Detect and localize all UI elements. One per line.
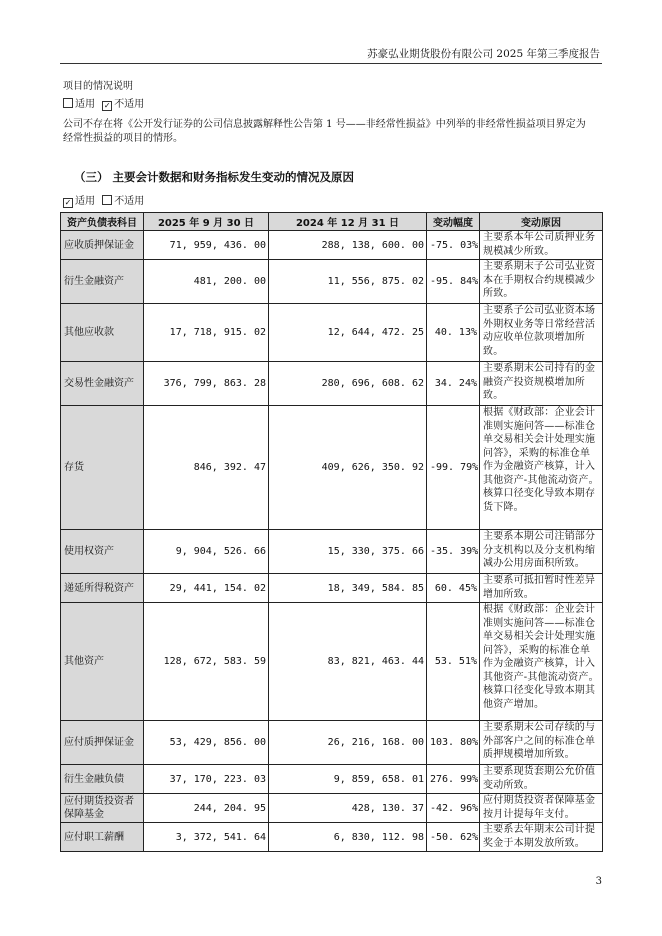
- row-reason: 主要系期末公司存续的与外部客户之间的标准仓单质押规模增加所致。: [480, 721, 603, 765]
- row-change: -99. 79%: [427, 406, 480, 530]
- row-value-2024: 15, 330, 375. 66: [269, 530, 427, 574]
- not-applicable-label: 不适用: [114, 99, 145, 110]
- row-reason: 主要系现货套期公允价值变动所致。: [480, 765, 603, 794]
- row-item: 应付期货投资者保障基金: [61, 794, 144, 823]
- row-reason: 主要系期末子公司弘业资本在手期权合约规模减少所致。: [480, 260, 603, 304]
- not-applicable-checkbox-checked[interactable]: ✓: [103, 101, 111, 110]
- balance-sheet-changes-table: [60, 212, 603, 852]
- table-row: [61, 574, 603, 603]
- table-row: [61, 304, 603, 362]
- row-value-2024: 12, 644, 472. 25: [269, 304, 427, 362]
- header-2025-09-30: 2025 年 9 月 30 日: [144, 213, 269, 231]
- row-item: 应收质押保证金: [61, 231, 144, 260]
- not-applicable-checkbox[interactable]: [102, 195, 112, 205]
- row-change: 53. 51%: [427, 603, 480, 721]
- header-change-reason: 变动原因: [480, 213, 603, 231]
- row-item: 应付职工薪酬: [61, 823, 144, 852]
- table-row: [61, 530, 603, 574]
- row-value-2025: 37, 170, 223. 03: [144, 765, 269, 794]
- row-change: 276. 99%: [427, 765, 480, 794]
- row-value-2024: 83, 821, 463. 44: [269, 603, 427, 721]
- row-value-2024: 11, 556, 875. 02: [269, 260, 427, 304]
- row-item: 递延所得税资产: [61, 574, 144, 603]
- table-row: [61, 260, 603, 304]
- row-reason: 主要系可抵扣暂时性差异增加所致。: [480, 574, 603, 603]
- row-value-2025: 481, 200. 00: [144, 260, 269, 304]
- row-value-2024: 409, 626, 350. 92: [269, 406, 427, 530]
- table-row: [61, 406, 603, 530]
- row-value-2025: 29, 441, 154. 02: [144, 574, 269, 603]
- row-item: 衍生金融负债: [61, 765, 144, 794]
- row-value-2025: 846, 392. 47: [144, 406, 269, 530]
- row-value-2024: 26, 216, 168. 00: [269, 721, 427, 765]
- row-change: 34. 24%: [427, 362, 480, 406]
- table-row: [61, 765, 603, 794]
- header-2024-12-31: 2024 年 12 月 31 日: [269, 213, 427, 231]
- applicable-checkbox-checked[interactable]: ✓: [64, 198, 72, 207]
- row-change: -42. 96%: [427, 794, 480, 823]
- row-item: 使用权资产: [61, 530, 144, 574]
- header-account-item: 资产负债表科目: [61, 213, 144, 231]
- row-reason: 主要系去年期末公司计提奖金于本期发放所致。: [480, 823, 603, 852]
- row-change: -35. 39%: [427, 530, 480, 574]
- row-value-2024: 288, 138, 600. 00: [269, 231, 427, 260]
- intro-paragraph-line-1: 公司不存在将《公开发行证券的公司信息披露解释性公告第 1 号——非经常性损益》中列举的非经常性损益项目界定为: [63, 119, 586, 130]
- row-value-2025: 128, 672, 583. 59: [144, 603, 269, 721]
- applicable-label: 适用: [75, 99, 95, 110]
- row-change: 60. 45%: [427, 574, 480, 603]
- row-change: -95. 84%: [427, 260, 480, 304]
- report-header-title: 苏豪弘业期货股份有限公司 2025 年第三季度报告: [367, 48, 600, 60]
- applicable-label: 适用: [75, 196, 95, 207]
- row-value-2025: 17, 718, 915. 02: [144, 304, 269, 362]
- row-reason: 主要系本年公司质押业务规模减少所致。: [480, 231, 603, 260]
- row-reason: 主要系子公司弘业资本场外期权业务等日常经营活动应收单位款项增加所致。: [480, 304, 603, 362]
- row-value-2025: 9, 904, 526. 66: [144, 530, 269, 574]
- header-divider: [60, 63, 602, 64]
- table-row: [61, 794, 603, 823]
- row-value-2025: 376, 799, 863. 28: [144, 362, 269, 406]
- row-item: 存货: [61, 406, 144, 530]
- row-reason: 根据《财政部：企业会计准则实施问答——标准仓单交易相关会计处理实施问答》，采购的标准仓单作为金融资产核算，计入其他资产-其他流动资产。核算口径变化导致本期其他资产增加。: [480, 603, 603, 721]
- table-row: [61, 721, 603, 765]
- section-checkbox-row: [63, 195, 144, 209]
- intro-checkbox-row: [63, 98, 144, 112]
- page-number: 3: [595, 876, 602, 887]
- row-reason: 应付期货投资者保障基金按月计提每年支付。: [480, 794, 603, 823]
- table-row: [61, 231, 603, 260]
- row-value-2024: 280, 696, 608. 62: [269, 362, 427, 406]
- row-value-2025: 244, 204. 95: [144, 794, 269, 823]
- item-description-label: 项目的情况说明: [63, 81, 133, 92]
- row-item: 交易性金融资产: [61, 362, 144, 406]
- row-value-2025: 53, 429, 856. 00: [144, 721, 269, 765]
- table-header-row: [61, 213, 603, 231]
- row-item: 其他应收款: [61, 304, 144, 362]
- not-applicable-label: 不适用: [114, 196, 145, 207]
- row-item: 其他资产: [61, 603, 144, 721]
- row-value-2024: 18, 349, 584. 85: [269, 574, 427, 603]
- row-change: -50. 62%: [427, 823, 480, 852]
- applicable-checkbox[interactable]: [63, 98, 73, 108]
- row-value-2024: 9, 859, 658. 01: [269, 765, 427, 794]
- row-change: -75. 03%: [427, 231, 480, 260]
- table-row: [61, 603, 603, 721]
- row-reason: 主要系本期公司注销部分分支机构以及分支机构缩减办公用房面积所致。: [480, 530, 603, 574]
- row-change: 103. 80%: [427, 721, 480, 765]
- row-item: 衍生金融资产: [61, 260, 144, 304]
- row-value-2024: 6, 830, 112. 98: [269, 823, 427, 852]
- row-reason: 根据《财政部：企业会计准则实施问答——标准仓单交易相关会计处理实施问答》，采购的标准仓单作为金融资产核算，计入其他资产-其他流动资产。核算口径变化导致本期存货下降。: [480, 406, 603, 530]
- header-change-rate: 变动幅度: [427, 213, 480, 231]
- table-row: [61, 823, 603, 852]
- row-reason: 主要系期末公司持有的金融资产投资规模增加所致。: [480, 362, 603, 406]
- row-value-2025: 71, 959, 436. 00: [144, 231, 269, 260]
- row-change: 40. 13%: [427, 304, 480, 362]
- row-value-2025: 3, 372, 541. 64: [144, 823, 269, 852]
- row-item: 应付质押保证金: [61, 721, 144, 765]
- section-title: （三） 主要会计数据和财务指标发生变动的情况及原因: [74, 170, 355, 184]
- row-value-2024: 428, 130. 37: [269, 794, 427, 823]
- intro-paragraph-line-2: 经常性损益的项目的情形。: [63, 133, 183, 144]
- table-row: [61, 362, 603, 406]
